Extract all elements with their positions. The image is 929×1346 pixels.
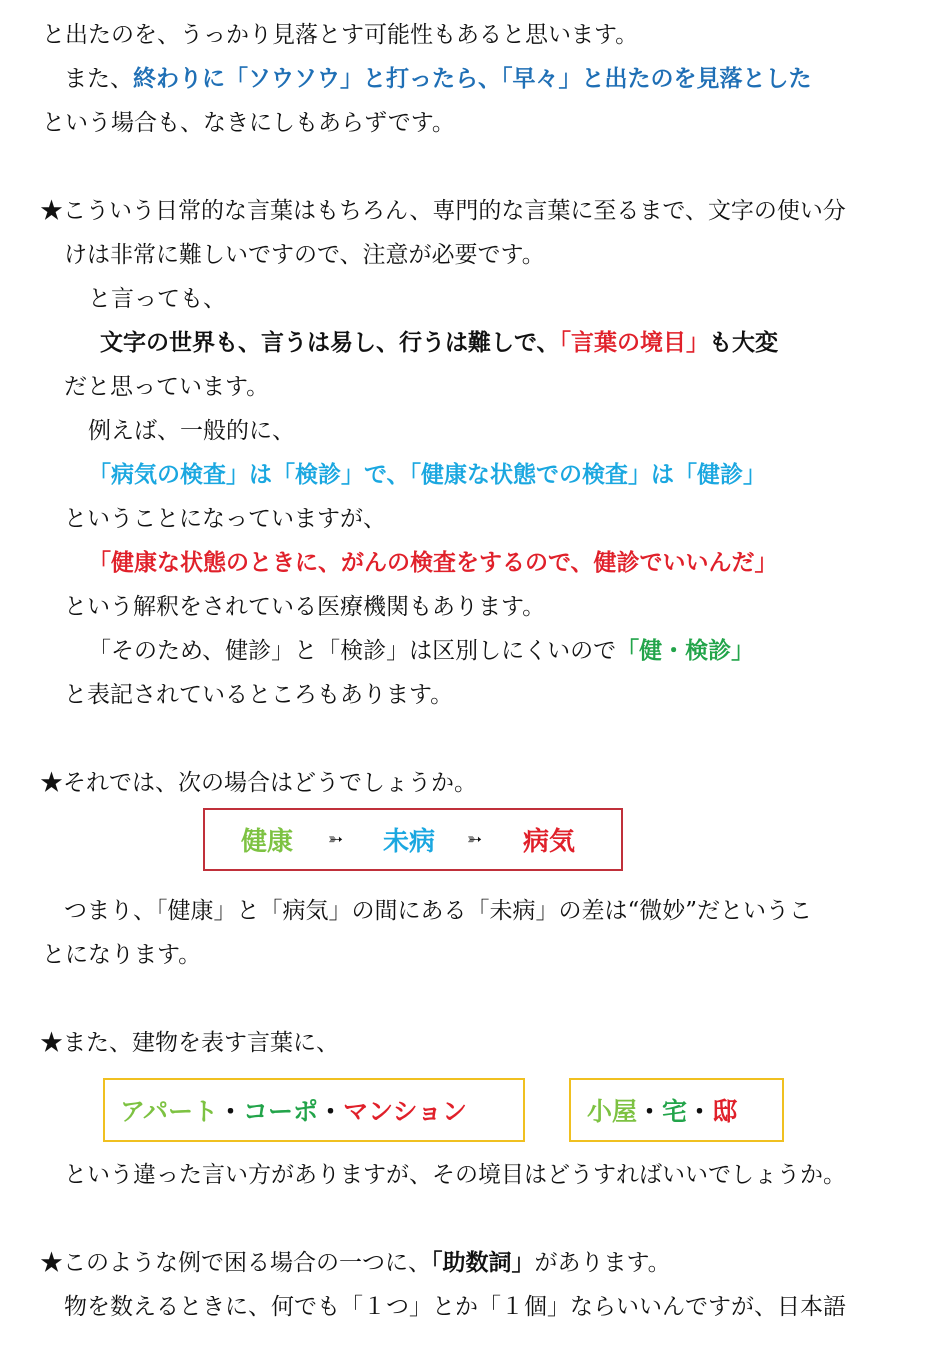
emphasis-line: 「健康な状態のときに、がんの検査をするので、健診でいいんだ」 (88, 550, 778, 576)
text-span: ★このような例で困る場合の一つに、 (40, 1250, 431, 1276)
pre-disease-label: 未病 (383, 827, 436, 857)
dwelling-terms-box (569, 1078, 784, 1142)
text-span: があります。 (534, 1250, 671, 1276)
text-span: また、 (64, 66, 133, 92)
apartment-term: アパート (120, 1097, 219, 1126)
separator: ・ (687, 1097, 713, 1126)
paragraph-line: つまり、「健康」と「病気」の間にある「未病」の差は“微妙”だというこ (64, 898, 813, 924)
separator: ・ (218, 1097, 244, 1126)
separator: ・ (318, 1097, 344, 1126)
paragraph-line (100, 328, 778, 358)
bold-text: も大変 (709, 330, 779, 356)
paragraph-line: という場合も、なきにしもあらずです。 (42, 110, 455, 136)
disease-label: 病気 (523, 827, 576, 857)
bold-text: 文字の世界も、言うは易し、行うは難しで、 (100, 330, 560, 356)
text-span: 「そのため、健診」と「検診」は区別しにくいので (88, 638, 617, 664)
paragraph-line: けは非常に難しいですので、注意が必要です。 (64, 242, 545, 268)
separator: ・ (637, 1097, 663, 1126)
paragraph-line: という違った言い方がありますが、その境目はどうすればいいでしょうか。 (64, 1162, 846, 1188)
arrow-right-icon: ➳ (467, 829, 477, 850)
corpo-term: コーポ (243, 1097, 319, 1126)
paragraph-line: だと思っています。 (64, 374, 270, 400)
paragraph-line: と言っても、 (88, 286, 226, 312)
paragraph-line: ★また、建物を表す言葉に、 (40, 1030, 339, 1056)
health-progression-box (203, 808, 623, 871)
emphasis-text: 終わりに「ソウソウ」と打ったら、「早々」と出たのを見落とした (133, 66, 812, 92)
paragraph-line (64, 64, 812, 94)
bold-text: 「助数詞」 (431, 1250, 535, 1276)
paragraph-line: という解釈をされている医療機関もあります。 (64, 594, 546, 620)
paragraph-line: ★それでは、次の場合はどうでしょうか。 (40, 770, 477, 796)
mansion-residence-term: 邸 (712, 1097, 738, 1126)
paragraph-line: 物を数えるときに、何でも「１つ」とか「１個」ならいいんですが、日本語 (64, 1294, 846, 1320)
hut-term: 小屋 (587, 1097, 638, 1126)
health-label: 健康 (241, 827, 294, 857)
paragraph-line: と表記されているところもあります。 (64, 682, 454, 708)
emphasis-text: 「健・検診」 (616, 638, 755, 664)
paragraph-line: ★こういう日常的な言葉はもちろん、専門的な言葉に至るまで、文字の使い分 (40, 198, 846, 224)
house-term: 宅 (662, 1097, 688, 1126)
paragraph-line: と出たのを、うっかり見落とす可能性もあると思います。 (42, 22, 639, 48)
arrow-right-icon: ➳ (328, 829, 338, 850)
paragraph-line: ということになっていますが、 (64, 506, 386, 532)
emphasis-text: 「言葉の境目」 (559, 330, 710, 356)
emphasis-line: 「病気の検査」は「検診」で、「健康な状態での検査」は「健診」 (88, 462, 767, 488)
paragraph-line: 例えば、一般的に、 (88, 418, 295, 444)
paragraph-line: とになります。 (42, 942, 202, 968)
paragraph-line (88, 636, 754, 666)
paragraph-line (40, 1248, 671, 1278)
mansion-term: マンション (343, 1097, 467, 1126)
building-terms-box (103, 1078, 525, 1142)
